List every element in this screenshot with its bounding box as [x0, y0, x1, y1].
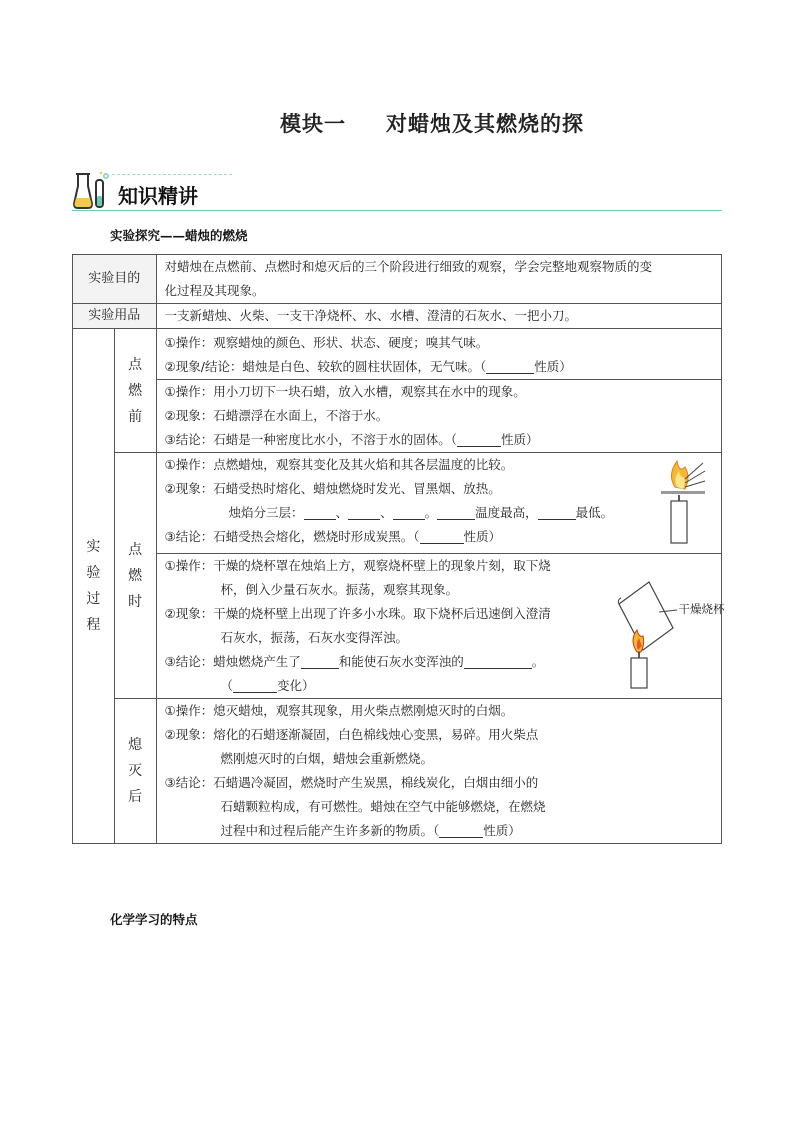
supplies-text: 一支新蜡烛、火柴、一支干净烧杯、水、水槽、澄清的石灰水、一把小刀。 [156, 304, 721, 329]
blank [233, 676, 277, 693]
blank [301, 652, 339, 669]
blank [304, 503, 336, 520]
row-before-1 [73, 329, 722, 380]
candle-matchstick-figure [657, 457, 711, 547]
subheading-experiment: 实验探究——蜡烛的燃烧 [110, 228, 248, 243]
during-label: 点 燃 时 [114, 453, 156, 699]
before-label: 点 燃 前 [114, 329, 156, 453]
blank [437, 503, 475, 520]
after-label: 熄 灭 后 [114, 699, 156, 844]
blank [538, 503, 576, 520]
purpose-text: 对蜡烛在点燃前、点燃时和熄灭后的三个阶段进行细致的观察，学会完整地观察物质的变 化过程及其现象。 [156, 255, 721, 304]
after-observation: ①操作：熄灭蜡烛，观察其现象，用火柴点燃刚熄灭时的白烟。 ②现象：熔化的石蜡逐渐凝固，白色棉线烛心变黑，易碎。用火柴点 燃刚熄灭时的白烟，蜡烛会重新燃烧。 ③结论：石蜡遇冷凝固，燃烧时产生炭黑，棉线炭化，白烟由细小的 石蜡颗粒构成，有可燃性。蜡烛在空气中能够燃烧，在燃烧 过程中和过程后能产生许多新的物质。（ 性质） [156, 699, 721, 844]
blank [486, 357, 534, 374]
process-label: 实 验 过 程 [73, 329, 115, 844]
during-flame-observation: ①操作：点燃蜡烛，观察其变化及其火焰和其各层温度的比较。 ②现象：石蜡受热时熔化、蜡烛燃烧时发光、冒黑烟、放热。 烛焰分三层： 、 、 。 温度最高， 最低。 ③结论：石蜡受热会熔化，燃烧时形成炭黑。（ 性质） [156, 453, 721, 554]
blank [464, 652, 532, 669]
supplies-label: 实验用品 [73, 304, 157, 329]
before-observation: ①操作：观察蜡烛的颜色、形状、状态、硬度；嗅其气味。 ②现象/结论：蜡烛是白色、较软的圆柱状固体，无气味。（ 性质） [156, 329, 721, 380]
blank [393, 503, 425, 520]
dry-beaker-label: 干燥烧杯 [678, 602, 725, 616]
header-dashed-line [112, 174, 232, 175]
before-water-test: ①操作：用小刀切下一块石蜡，放入水槽，观察其在水中的现象。 ②现象：石蜡漂浮在水面上，不溶于水。 ③结论：石蜡是一种密度比水小，不溶于水的固体。（ 性质） [156, 380, 721, 453]
blank [420, 527, 464, 544]
blank [457, 430, 501, 447]
row-before-2 [73, 380, 722, 453]
purpose-label: 实验目的 [73, 255, 157, 304]
section-rule [72, 210, 722, 211]
subheading-learning: 化学学习的特点 [110, 912, 198, 927]
row-during-2 [73, 554, 722, 699]
title-part-1: 模块一 [280, 112, 346, 136]
beaker-over-candle-figure [615, 580, 725, 690]
row-after [73, 699, 722, 844]
page-title [0, 108, 794, 138]
row-purpose [73, 255, 722, 304]
blank [439, 821, 483, 838]
section-label: 知识精讲 [118, 184, 198, 208]
row-during-1 [73, 453, 722, 554]
title-part-2: 对蜡烛及其燃烧的探 [386, 112, 584, 136]
blank [348, 503, 380, 520]
flask-test-tube-icon [72, 170, 112, 210]
during-beaker-test: ①操作：干燥的烧杯罩在烛焰上方，观察烧杯壁上的现象片刻，取下烧 杯，倒入少量石灰水。振荡，观察其现象。 ②现象：干燥的烧杯壁上出现了许多小水珠。取下烧杯后迅速倒入澄清 石灰水，振荡，石灰水变得浑浊。 ③结论：蜡烛燃烧产生了 和能使石灰水变浑浊的 。 （ 变化） 干燥烧杯 [156, 554, 721, 699]
section-header [72, 168, 722, 214]
row-supplies [73, 304, 722, 329]
experiment-table [72, 254, 725, 844]
